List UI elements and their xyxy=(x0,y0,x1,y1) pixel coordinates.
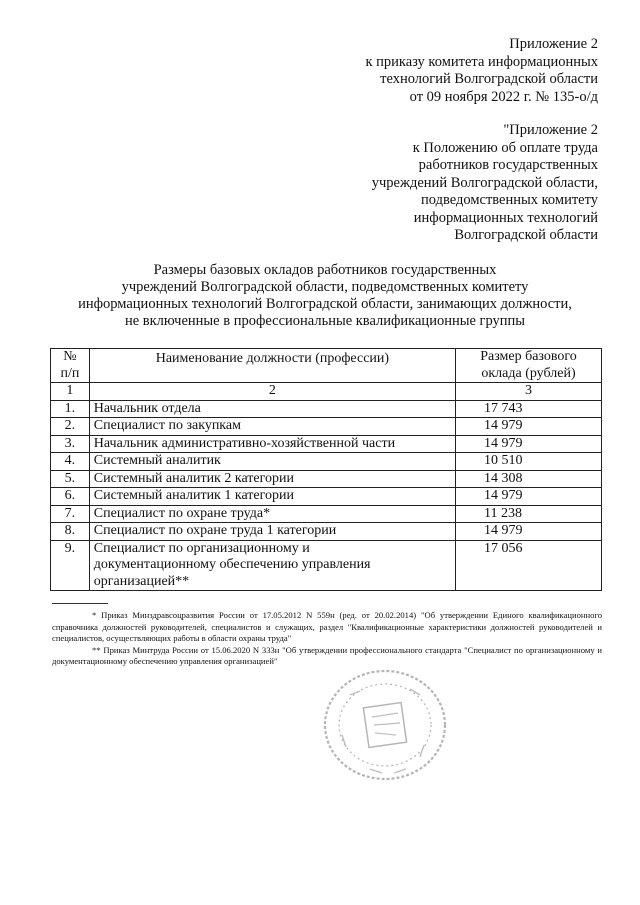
row-position: Специалист по охране труда 1 категории xyxy=(89,523,455,541)
row-position: Начальник административно-хозяйственной части xyxy=(89,435,455,453)
heading-line: не включенные в профессиональные квалификационные группы xyxy=(124,313,526,329)
row-salary: 14 979 xyxy=(456,488,602,506)
column-number: 2 xyxy=(89,383,455,401)
row-salary: 17 743 xyxy=(456,400,602,418)
footnote-separator xyxy=(52,603,108,604)
row-position xyxy=(89,540,455,591)
footnote: * Приказ Минздравсоцразвития России от 17.05.2012 N 559н (ред. от 20.02.2014) "Об утверждении Единого квалификационного справочника должностей руководителей, специалистов и служащих, раздел "Квалификационные характеристики должностей руководителей и специалистов, осуществляющих работы в области охраны труда" xyxy=(52,610,602,643)
row-position-line: Специалист по организационному и xyxy=(93,540,310,556)
row-position-line: организацией** xyxy=(93,573,190,589)
row-number: 3. xyxy=(51,435,90,453)
appendix-order-line: к приказу комитета информационных xyxy=(365,53,598,70)
table-row xyxy=(51,435,602,453)
header-salary-line: оклада (рублей) xyxy=(481,365,576,381)
header-position: Наименование должности (профессии) xyxy=(89,349,455,383)
table-row xyxy=(51,400,602,418)
appendix-order-line: от 09 ноября 2022 г. № 135-о/д xyxy=(409,88,598,105)
appendix-regulation-line: информационных технологий xyxy=(413,209,598,226)
header-number-line: № xyxy=(63,349,77,364)
appendix-order-line: Приложение 2 xyxy=(509,36,598,52)
footnote: ** Приказ Минтруда России от 15.06.2020 N 333н "Об утверждении профессионального стандарта "Специалист по организационному и документационному обеспечению управления организацией" xyxy=(52,644,602,666)
table-row xyxy=(51,418,602,436)
column-number: 3 xyxy=(456,383,602,401)
appendix-regulation-line: к Положению об оплате труда xyxy=(412,139,598,156)
column-number-row xyxy=(51,383,602,401)
row-salary: 14 979 xyxy=(456,418,602,436)
header-number xyxy=(51,349,90,383)
appendix-regulation-line: "Приложение 2 xyxy=(503,122,598,138)
appendix-regulation-line: подведомственных комитету xyxy=(421,192,598,208)
table-row xyxy=(51,470,602,488)
row-salary: 14 979 xyxy=(456,435,602,453)
row-number: 5. xyxy=(51,470,90,488)
row-salary: 10 510 xyxy=(456,453,602,471)
row-number: 2. xyxy=(51,418,90,436)
row-number: 8. xyxy=(51,523,90,541)
appendix-order-line: технологий Волгоградской области xyxy=(380,71,598,87)
table-row xyxy=(51,453,602,471)
official-stamp-icon xyxy=(320,665,450,787)
heading-line: учреждений Волгоградской области, подведомственных комитету xyxy=(121,279,529,295)
appendix-order-block xyxy=(365,36,598,106)
table-row xyxy=(51,523,602,541)
row-position: Специалист по закупкам xyxy=(89,418,455,436)
table-header-row xyxy=(51,349,602,383)
header-salary-line: Размер базового xyxy=(480,349,577,364)
row-salary: 14 979 xyxy=(456,523,602,541)
document-heading xyxy=(40,262,610,330)
row-salary: 14 308 xyxy=(456,470,602,488)
row-position: Системный аналитик 1 категории xyxy=(89,488,455,506)
row-number: 7. xyxy=(51,505,90,523)
row-number: 4. xyxy=(51,453,90,471)
salary-table xyxy=(50,348,602,591)
table-row xyxy=(51,540,602,591)
row-position-line: документационному обеспечению управления xyxy=(93,557,371,572)
row-position: Системный аналитик 2 категории xyxy=(89,470,455,488)
row-number: 1. xyxy=(51,400,90,418)
row-number: 6. xyxy=(51,488,90,506)
heading-line: информационных технологий Волгоградской области, занимающих должности, xyxy=(78,296,572,312)
row-salary: 17 056 xyxy=(456,540,602,591)
appendix-regulation-line: Волгоградской области xyxy=(454,227,598,243)
appendix-regulation-line: учреждений Волгоградской области, xyxy=(371,174,598,191)
table-row xyxy=(51,505,602,523)
row-position: Специалист по охране труда* xyxy=(89,505,455,523)
appendix-regulation-line: работников государственных xyxy=(418,157,598,173)
appendix-regulation-block xyxy=(372,122,598,245)
header-salary xyxy=(456,349,602,383)
heading-line: Размеры базовых окладов работников государственных xyxy=(153,262,497,278)
column-number: 1 xyxy=(51,383,90,401)
row-number: 9. xyxy=(51,540,90,591)
row-position: Начальник отдела xyxy=(89,400,455,418)
table-row xyxy=(51,488,602,506)
row-position: Системный аналитик xyxy=(89,453,455,471)
header-number-line: п/п xyxy=(60,365,80,381)
row-salary: 11 238 xyxy=(456,505,602,523)
footnotes xyxy=(52,610,602,668)
